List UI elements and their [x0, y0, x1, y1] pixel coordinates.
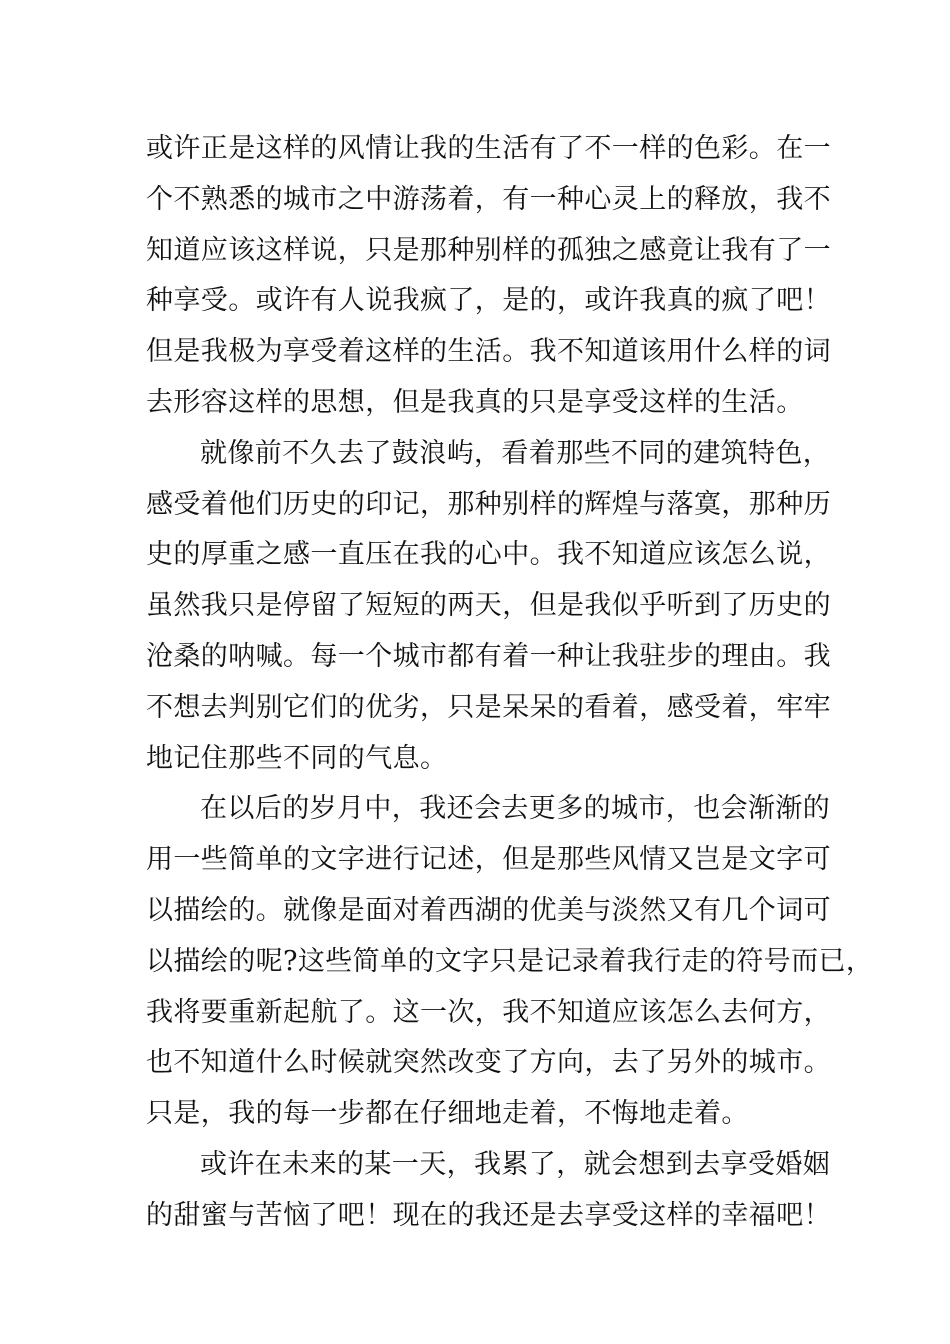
paragraph-start-line: 或许在未来的某一天，我累了，就会想到去享受婚姻 [200, 1148, 831, 1180]
text-line: 只是，我的每一步都在仔细地走着，不悔地走着。 [146, 1098, 749, 1130]
document-body [146, 124, 874, 1242]
text-line: 我将要重新起航了。这一次，我不知道应该怎么去何方， [146, 996, 831, 1028]
text-line: 去形容这样的思想，但是我真的只是享受这样的生活。 [146, 386, 804, 418]
text-line: 不想去判别它们的优劣，只是呆呆的看着，感受着，牢牢 [146, 691, 831, 723]
text-line: 用一些简单的文字进行记述，但是那些风情又岂是文字可 [146, 844, 831, 876]
text-line: 史的厚重之感一直压在我的心中。我不知道应该怎么说， [146, 539, 831, 571]
text-line: 虽然我只是停留了短短的两天，但是我似乎听到了历史的 [146, 590, 831, 622]
text-line: 但是我极为享受着这样的生活。我不知道该用什么样的词 [146, 336, 831, 368]
text-line: 以描绘的。就像是面对着西湖的优美与淡然又有几个词可 [146, 894, 831, 926]
text-line: 种享受。或许有人说我疯了，是的，或许我真的疯了吧！ [146, 285, 831, 317]
text-line: 个不熟悉的城市之中游荡着，有一种心灵上的释放，我不 [146, 183, 831, 215]
text-line: 地记住那些不同的气息。 [146, 742, 448, 774]
text-line: 知道应该这样说，只是那种别样的孤独之感竟让我有了一 [146, 234, 831, 266]
text-line: 也不知道什么时候就突然改变了方向，去了另外的城市。 [146, 1047, 831, 1079]
paragraph-start-line: 就像前不久去了鼓浪屿，看着那些不同的建筑特色， [200, 437, 831, 469]
text-line: 的甜蜜与苦恼了吧！现在的我还是去享受这样的幸福吧！ [146, 1199, 831, 1231]
text-line: 感受着他们历史的印记，那种别样的辉煌与落寞，那种历 [146, 488, 831, 520]
text-line: 沧桑的呐喊。每一个城市都有着一种让我驻步的理由。我 [146, 640, 831, 672]
text-line: 以描绘的呢?这些简单的文字只是记录着我行走的符号而已， [146, 945, 874, 977]
paragraph-start-line: 在以后的岁月中，我还会去更多的城市，也会渐渐的 [200, 793, 831, 825]
text-line: 或许正是这样的风情让我的生活有了不一样的色彩。在一 [146, 133, 831, 164]
